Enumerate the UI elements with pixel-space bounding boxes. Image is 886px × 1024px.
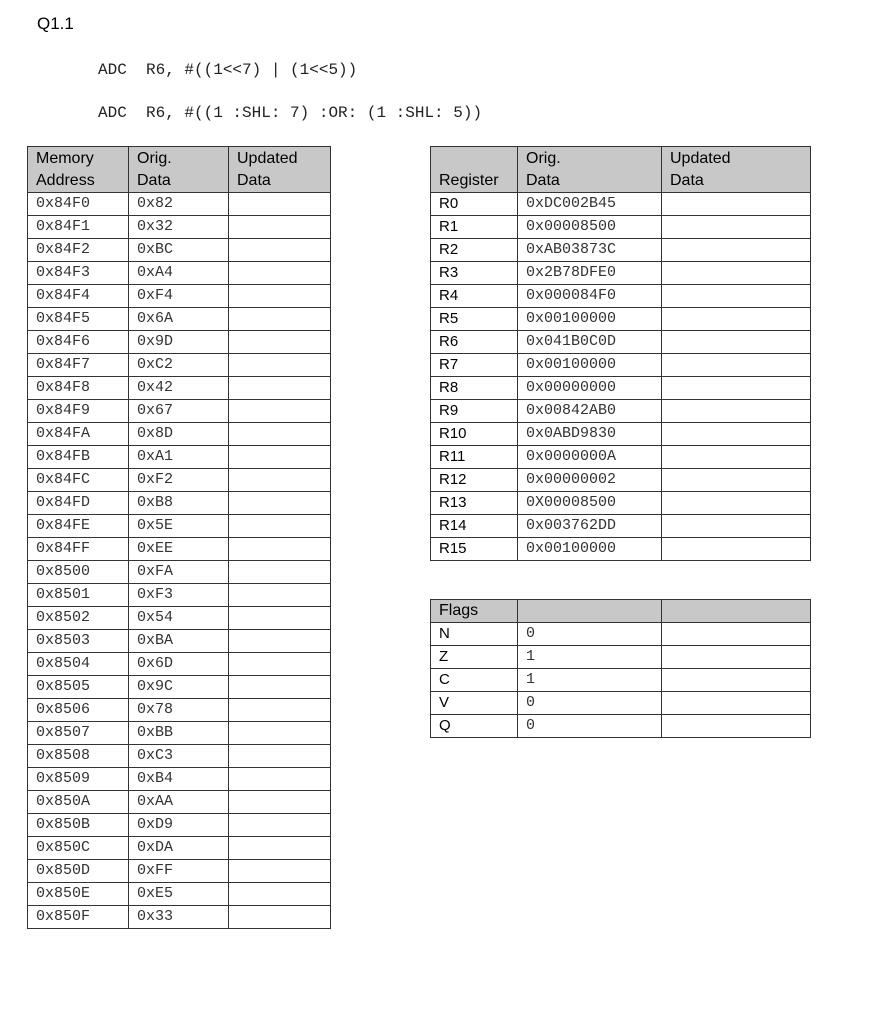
flags-name-cell: N (431, 623, 518, 646)
memory-updated-cell[interactable] (229, 584, 331, 607)
flags-table (430, 599, 811, 738)
memory-orig-cell: 0x82 (129, 193, 229, 216)
register-name-header: Register (431, 147, 518, 193)
memory-orig-cell: 0x5E (129, 515, 229, 538)
memory-address-cell: 0x8501 (28, 584, 129, 607)
memory-orig-cell: 0xFA (129, 561, 229, 584)
memory-row (28, 354, 331, 377)
register-updated-cell[interactable] (662, 377, 811, 400)
memory-orig-cell: 0x9D (129, 331, 229, 354)
register-updated-cell[interactable] (662, 538, 811, 561)
register-row (431, 446, 811, 469)
memory-updated-cell[interactable] (229, 469, 331, 492)
flags-orig-cell: 0 (518, 623, 662, 646)
memory-address-cell: 0x8507 (28, 722, 129, 745)
memory-updated-cell[interactable] (229, 814, 331, 837)
register-name-cell: R9 (431, 400, 518, 423)
memory-updated-cell[interactable] (229, 216, 331, 239)
register-name-cell: R2 (431, 239, 518, 262)
flags-header: Flags (431, 600, 518, 623)
register-orig-cell: 0x0000000A (518, 446, 662, 469)
register-name-cell: R11 (431, 446, 518, 469)
header-line: Orig. (137, 150, 172, 167)
memory-updated-cell[interactable] (229, 538, 331, 561)
memory-updated-cell[interactable] (229, 561, 331, 584)
register-name-cell: R14 (431, 515, 518, 538)
memory-row (28, 492, 331, 515)
flags-updated-cell[interactable] (662, 692, 811, 715)
register-name-cell: R13 (431, 492, 518, 515)
flags-name-cell: C (431, 669, 518, 692)
flags-orig-cell: 1 (518, 646, 662, 669)
memory-row (28, 446, 331, 469)
memory-orig-cell: 0xF2 (129, 469, 229, 492)
memory-orig-cell: 0xDA (129, 837, 229, 860)
flags-row (431, 715, 811, 738)
memory-address-cell: 0x84F6 (28, 331, 129, 354)
memory-updated-cell[interactable] (229, 768, 331, 791)
memory-orig-cell: 0xB8 (129, 492, 229, 515)
flags-row (431, 646, 811, 669)
memory-table (27, 146, 331, 929)
register-updated-cell[interactable] (662, 400, 811, 423)
register-updated-cell[interactable] (662, 308, 811, 331)
register-row (431, 492, 811, 515)
memory-row (28, 308, 331, 331)
register-name-cell: R12 (431, 469, 518, 492)
flags-name-cell: Z (431, 646, 518, 669)
memory-updated-cell[interactable] (229, 745, 331, 768)
memory-orig-cell: 0x32 (129, 216, 229, 239)
memory-address-cell: 0x850C (28, 837, 129, 860)
memory-address-cell: 0x8500 (28, 561, 129, 584)
memory-orig-cell: 0xF3 (129, 584, 229, 607)
memory-updated-cell[interactable] (229, 239, 331, 262)
flags-updated-cell[interactable] (662, 715, 811, 738)
memory-address-cell: 0x84F9 (28, 400, 129, 423)
memory-orig-cell: 0xFF (129, 860, 229, 883)
memory-address-cell: 0x8509 (28, 768, 129, 791)
memory-row (28, 216, 331, 239)
memory-row (28, 515, 331, 538)
header-line: Updated (237, 150, 298, 167)
register-name-cell: R4 (431, 285, 518, 308)
memory-updated-cell[interactable] (229, 400, 331, 423)
memory-address-cell: 0x8505 (28, 676, 129, 699)
register-orig-cell: 0x00008500 (518, 216, 662, 239)
register-name-cell: R0 (431, 193, 518, 216)
register-updated-cell[interactable] (662, 446, 811, 469)
memory-orig-cell: 0xBA (129, 630, 229, 653)
memory-address-cell: 0x8502 (28, 607, 129, 630)
register-orig-cell: 0x000084F0 (518, 285, 662, 308)
register-updated-cell[interactable] (662, 354, 811, 377)
memory-updated-cell[interactable] (229, 837, 331, 860)
memory-row (28, 699, 331, 722)
register-orig-cell: 0x0ABD9830 (518, 423, 662, 446)
memory-address-cell: 0x84F8 (28, 377, 129, 400)
memory-orig-cell: 0xE5 (129, 883, 229, 906)
memory-row (28, 584, 331, 607)
memory-orig-cell: 0x9C (129, 676, 229, 699)
header-line: Data (526, 172, 560, 189)
register-updated-cell[interactable] (662, 239, 811, 262)
memory-row (28, 768, 331, 791)
register-orig-cell: 0x00100000 (518, 354, 662, 377)
register-name-cell: R10 (431, 423, 518, 446)
register-row (431, 423, 811, 446)
memory-row (28, 193, 331, 216)
register-table (430, 146, 811, 561)
register-updated-cell[interactable] (662, 262, 811, 285)
memory-address-cell: 0x84F0 (28, 193, 129, 216)
register-updated-cell[interactable] (662, 469, 811, 492)
memory-updated-cell[interactable] (229, 446, 331, 469)
memory-address-cell: 0x84FA (28, 423, 129, 446)
memory-updated-cell[interactable] (229, 492, 331, 515)
memory-orig-cell: 0x33 (129, 906, 229, 929)
memory-address-cell: 0x84F3 (28, 262, 129, 285)
memory-orig-cell: 0x78 (129, 699, 229, 722)
memory-row (28, 837, 331, 860)
flags-orig-header (518, 600, 662, 623)
register-row (431, 377, 811, 400)
register-row (431, 285, 811, 308)
register-updated-cell[interactable] (662, 193, 811, 216)
code-line-shift-syntax: ADC R6, #((1<<7) | (1<<5)) (98, 61, 358, 79)
memory-row (28, 676, 331, 699)
memory-address-cell: 0x850A (28, 791, 129, 814)
register-row (431, 400, 811, 423)
memory-row (28, 607, 331, 630)
register-name-cell: R6 (431, 331, 518, 354)
code-line-shl-syntax: ADC R6, #((1 :SHL: 7) :OR: (1 :SHL: 5)) (98, 104, 483, 122)
memory-updated-cell[interactable] (229, 699, 331, 722)
register-orig-cell: 0x00000002 (518, 469, 662, 492)
flags-orig-cell: 0 (518, 715, 662, 738)
register-orig-cell: 0x00000000 (518, 377, 662, 400)
memory-updated-cell[interactable] (229, 676, 331, 699)
memory-updated-cell[interactable] (229, 630, 331, 653)
header-line: Orig. (526, 150, 561, 167)
register-updated-cell[interactable] (662, 331, 811, 354)
memory-row (28, 469, 331, 492)
memory-orig-cell: 0xAA (129, 791, 229, 814)
memory-updated-cell[interactable] (229, 354, 331, 377)
memory-updated-data-header (229, 147, 331, 193)
memory-orig-cell: 0xA1 (129, 446, 229, 469)
memory-orig-cell: 0xC3 (129, 745, 229, 768)
memory-address-cell: 0x84FF (28, 538, 129, 561)
register-name-cell: R15 (431, 538, 518, 561)
flags-row (431, 669, 811, 692)
memory-address-cell: 0x84F1 (28, 216, 129, 239)
memory-address-header (28, 147, 129, 193)
memory-address-cell: 0x850F (28, 906, 129, 929)
memory-orig-cell: 0xB4 (129, 768, 229, 791)
register-updated-cell[interactable] (662, 285, 811, 308)
flags-updated-cell[interactable] (662, 646, 811, 669)
memory-address-cell: 0x8508 (28, 745, 129, 768)
question-title: Q1.1 (37, 14, 74, 33)
memory-row (28, 538, 331, 561)
register-orig-cell: 0xDC002B45 (518, 193, 662, 216)
memory-updated-cell[interactable] (229, 423, 331, 446)
memory-address-cell: 0x8503 (28, 630, 129, 653)
header-line: Data (137, 172, 171, 189)
memory-row (28, 791, 331, 814)
memory-updated-cell[interactable] (229, 791, 331, 814)
memory-row (28, 561, 331, 584)
register-row (431, 216, 811, 239)
memory-updated-cell[interactable] (229, 308, 331, 331)
memory-row (28, 377, 331, 400)
memory-address-cell: 0x8504 (28, 653, 129, 676)
memory-updated-cell[interactable] (229, 285, 331, 308)
register-orig-data-header (518, 147, 662, 193)
flags-updated-header (662, 600, 811, 623)
memory-updated-cell[interactable] (229, 607, 331, 630)
memory-row (28, 285, 331, 308)
memory-row (28, 239, 331, 262)
flags-name-cell: V (431, 692, 518, 715)
register-name-cell: R3 (431, 262, 518, 285)
memory-address-cell: 0x84FB (28, 446, 129, 469)
memory-updated-cell[interactable] (229, 722, 331, 745)
register-orig-cell: 0X00008500 (518, 492, 662, 515)
memory-row (28, 745, 331, 768)
memory-orig-cell: 0x6D (129, 653, 229, 676)
register-orig-cell: 0x003762DD (518, 515, 662, 538)
memory-updated-cell[interactable] (229, 262, 331, 285)
flags-updated-cell[interactable] (662, 669, 811, 692)
register-orig-cell: 0x041B0C0D (518, 331, 662, 354)
register-orig-cell: 0x00100000 (518, 538, 662, 561)
register-orig-cell: 0x2B78DFE0 (518, 262, 662, 285)
memory-orig-cell: 0xA4 (129, 262, 229, 285)
memory-row (28, 423, 331, 446)
memory-updated-cell[interactable] (229, 331, 331, 354)
header-line: Data (670, 172, 704, 189)
memory-row (28, 400, 331, 423)
memory-address-cell: 0x850D (28, 860, 129, 883)
register-row (431, 331, 811, 354)
memory-orig-cell: 0x54 (129, 607, 229, 630)
memory-orig-cell: 0xD9 (129, 814, 229, 837)
memory-orig-cell: 0x42 (129, 377, 229, 400)
memory-orig-cell: 0x6A (129, 308, 229, 331)
memory-updated-cell[interactable] (229, 653, 331, 676)
register-row (431, 354, 811, 377)
register-name-cell: R1 (431, 216, 518, 239)
register-updated-cell[interactable] (662, 515, 811, 538)
flags-updated-cell[interactable] (662, 623, 811, 646)
register-row (431, 308, 811, 331)
register-updated-cell[interactable] (662, 216, 811, 239)
register-row (431, 193, 811, 216)
register-name-cell: R8 (431, 377, 518, 400)
memory-orig-cell: 0x8D (129, 423, 229, 446)
memory-orig-cell: 0xC2 (129, 354, 229, 377)
register-name-cell: R5 (431, 308, 518, 331)
register-orig-cell: 0xAB03873C (518, 239, 662, 262)
register-updated-data-header (662, 147, 811, 193)
memory-row (28, 262, 331, 285)
register-name-cell: R7 (431, 354, 518, 377)
memory-updated-cell[interactable] (229, 906, 331, 929)
memory-updated-cell[interactable] (229, 193, 331, 216)
register-row (431, 515, 811, 538)
header-line: Memory (36, 150, 94, 167)
memory-address-cell: 0x84F2 (28, 239, 129, 262)
register-row (431, 538, 811, 561)
memory-orig-cell: 0xEE (129, 538, 229, 561)
memory-orig-cell: 0x67 (129, 400, 229, 423)
memory-address-cell: 0x84F4 (28, 285, 129, 308)
memory-address-cell: 0x850B (28, 814, 129, 837)
header-line: Data (237, 172, 271, 189)
memory-address-cell: 0x84F5 (28, 308, 129, 331)
memory-row (28, 653, 331, 676)
memory-address-cell: 0x84FC (28, 469, 129, 492)
memory-orig-cell: 0xBB (129, 722, 229, 745)
memory-orig-cell: 0xF4 (129, 285, 229, 308)
memory-row (28, 906, 331, 929)
register-orig-cell: 0x00100000 (518, 308, 662, 331)
memory-updated-cell[interactable] (229, 860, 331, 883)
register-row (431, 469, 811, 492)
register-row (431, 262, 811, 285)
memory-row (28, 331, 331, 354)
memory-row (28, 630, 331, 653)
memory-row (28, 860, 331, 883)
memory-updated-cell[interactable] (229, 377, 331, 400)
register-updated-cell[interactable] (662, 492, 811, 515)
register-row (431, 239, 811, 262)
header-line: Address (36, 172, 95, 189)
memory-row (28, 883, 331, 906)
memory-address-cell: 0x84FE (28, 515, 129, 538)
memory-updated-cell[interactable] (229, 883, 331, 906)
register-orig-cell: 0x00842AB0 (518, 400, 662, 423)
memory-address-cell: 0x84F7 (28, 354, 129, 377)
memory-row (28, 722, 331, 745)
flags-orig-cell: 0 (518, 692, 662, 715)
memory-address-cell: 0x850E (28, 883, 129, 906)
flags-name-cell: Q (431, 715, 518, 738)
memory-updated-cell[interactable] (229, 515, 331, 538)
memory-address-cell: 0x8506 (28, 699, 129, 722)
memory-orig-data-header (129, 147, 229, 193)
header-line: Updated (670, 150, 731, 167)
memory-orig-cell: 0xBC (129, 239, 229, 262)
memory-address-cell: 0x84FD (28, 492, 129, 515)
register-updated-cell[interactable] (662, 423, 811, 446)
flags-orig-cell: 1 (518, 669, 662, 692)
flags-row (431, 623, 811, 646)
memory-row (28, 814, 331, 837)
flags-row (431, 692, 811, 715)
